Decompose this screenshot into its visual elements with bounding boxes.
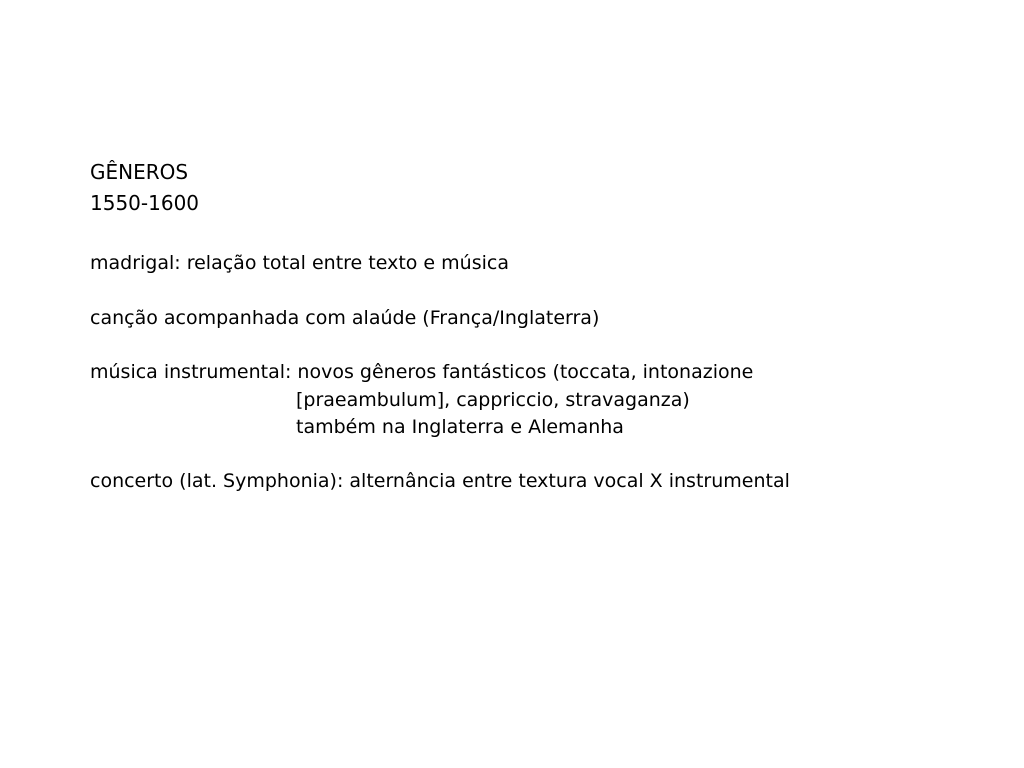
item-musica-instrumental-line3: também na Inglaterra e Alemanha <box>296 416 624 438</box>
slide-title: GÊNEROS <box>90 160 189 184</box>
item-madrigal: madrigal: relação total entre texto e música <box>90 252 509 274</box>
item-cancao: canção acompanhada com alaúde (França/Inglaterra) <box>90 307 600 329</box>
item-concerto: concerto (lat. Symphonia): alternância entre textura vocal X instrumental <box>90 470 790 492</box>
item-musica-instrumental-line2: [praeambulum], cappriccio, stravaganza) <box>296 389 690 411</box>
slide-years: 1550-1600 <box>90 191 200 215</box>
item-musica-instrumental-line1: música instrumental: novos gêneros fantásticos (toccata, intonazione <box>90 361 754 383</box>
